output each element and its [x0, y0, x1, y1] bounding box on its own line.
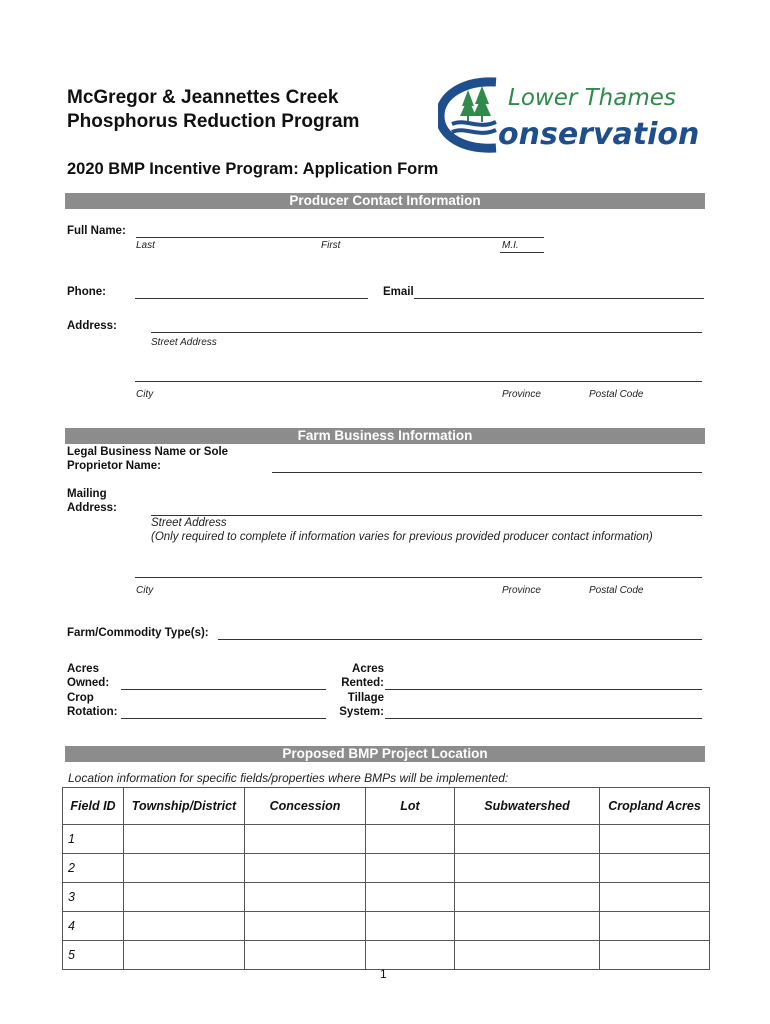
township-cell[interactable] — [124, 941, 245, 970]
title-line-1: McGregor & Jeannettes Creek — [67, 87, 339, 108]
acres-owned-line1: Acres — [67, 663, 99, 675]
col-concession: Concession — [245, 788, 366, 825]
mailing-postal-caption: Postal Code — [589, 585, 644, 596]
street-address-caption: Street Address — [151, 337, 217, 348]
middle-initial-underline — [500, 252, 544, 253]
location-note: Location information for specific fields/properties where BMPs will be implemented: — [68, 771, 509, 785]
full-name-label: Full Name: — [67, 225, 126, 237]
cropland-acres-cell[interactable] — [600, 941, 710, 970]
city-caption: City — [136, 389, 154, 400]
table-row — [63, 883, 710, 912]
title-line-2: Phosphorus Reduction Program — [67, 111, 360, 132]
commodity-field[interactable] — [218, 639, 702, 640]
field-id-cell: 3 — [63, 883, 124, 912]
acres-rented-line1: Acres — [352, 663, 384, 675]
bmp-location-heading: Proposed BMP Project Location — [65, 746, 705, 762]
col-lot: Lot — [366, 788, 455, 825]
tillage-system-field[interactable] — [385, 718, 702, 719]
table-row — [63, 941, 710, 970]
page-number: 1 — [380, 967, 387, 981]
last-name-caption: Last — [136, 240, 155, 251]
field-id-cell: 1 — [63, 825, 124, 854]
acres-owned-field[interactable] — [121, 689, 326, 690]
first-name-caption: First — [321, 240, 341, 251]
table-header-row — [63, 788, 710, 825]
postal-code-caption: Postal Code — [589, 389, 644, 400]
col-subwatershed: Subwatershed — [455, 788, 600, 825]
table-row — [63, 854, 710, 883]
acres-rented-field[interactable] — [385, 689, 702, 690]
phone-field[interactable] — [135, 298, 368, 299]
form-subtitle: 2020 BMP Incentive Program: Application Form — [67, 160, 439, 178]
mailing-street-field[interactable] — [151, 515, 702, 516]
province-caption: Province — [502, 389, 541, 400]
mailing-note: (Only required to complete if information varies for previous provided producer contact information) — [151, 531, 653, 543]
bmp-location-table — [62, 787, 710, 970]
col-cropland-acres: Cropland Acres — [600, 788, 710, 825]
cropland-acres-cell[interactable] — [600, 854, 710, 883]
table-row — [63, 912, 710, 941]
lot-cell[interactable] — [366, 912, 455, 941]
logo-text-bottom: onservation — [498, 117, 700, 152]
mailing-label-line2: Address: — [67, 502, 117, 514]
mailing-province-caption: Province — [502, 585, 541, 596]
subwatershed-cell[interactable] — [455, 912, 600, 941]
acres-rented-line2: Rented: — [341, 677, 384, 689]
lot-cell[interactable] — [366, 854, 455, 883]
crop-rotation-field[interactable] — [121, 718, 326, 719]
cropland-acres-cell[interactable] — [600, 883, 710, 912]
subwatershed-cell[interactable] — [455, 854, 600, 883]
acres-owned-line2: Owned: — [67, 677, 110, 689]
logo-text-top: Lower Thames — [508, 85, 676, 111]
commodity-label: Farm/Commodity Type(s): — [67, 627, 209, 639]
mailing-street-caption: Street Address — [151, 517, 227, 529]
col-field-id: Field ID — [63, 788, 124, 825]
field-id-cell: 5 — [63, 941, 124, 970]
cropland-acres-cell[interactable] — [600, 825, 710, 854]
city-province-postal-field[interactable] — [135, 381, 702, 382]
tillage-system-label — [320, 691, 384, 719]
email-label: Email — [383, 286, 414, 298]
concession-cell[interactable] — [245, 825, 366, 854]
lot-cell[interactable] — [366, 941, 455, 970]
subwatershed-cell[interactable] — [455, 941, 600, 970]
concession-cell[interactable] — [245, 912, 366, 941]
farm-business-heading: Farm Business Information — [65, 428, 705, 444]
field-id-cell: 2 — [63, 854, 124, 883]
producer-contact-heading: Producer Contact Information — [65, 193, 705, 209]
acres-owned-label — [67, 662, 109, 690]
legal-name-label — [67, 445, 228, 473]
address-label: Address: — [67, 320, 117, 332]
township-cell[interactable] — [124, 883, 245, 912]
subwatershed-cell[interactable] — [455, 883, 600, 912]
mailing-address-label — [67, 487, 117, 515]
legal-name-label-line1: Legal Business Name or Sole — [67, 446, 229, 458]
township-cell[interactable] — [124, 825, 245, 854]
program-title — [67, 86, 359, 134]
crop-rotation-line1: Crop — [67, 692, 94, 704]
full-name-field[interactable] — [136, 237, 544, 238]
legal-name-label-line2: Proprietor Name: — [67, 460, 161, 472]
legal-name-field[interactable] — [272, 472, 702, 473]
concession-cell[interactable] — [245, 883, 366, 912]
tillage-line2: System: — [339, 706, 384, 718]
cropland-acres-cell[interactable] — [600, 912, 710, 941]
mailing-city-field[interactable] — [135, 577, 702, 578]
tillage-line1: Tillage — [347, 692, 384, 704]
middle-initial-caption: M.I. — [502, 240, 519, 251]
township-cell[interactable] — [124, 854, 245, 883]
lower-thames-conservation-logo — [438, 74, 708, 154]
subwatershed-cell[interactable] — [455, 825, 600, 854]
lot-cell[interactable] — [366, 825, 455, 854]
acres-rented-label — [320, 662, 384, 690]
col-township-district: Township/District — [124, 788, 245, 825]
mailing-city-caption: City — [136, 585, 154, 596]
field-id-cell: 4 — [63, 912, 124, 941]
phone-label: Phone: — [67, 286, 106, 298]
lot-cell[interactable] — [366, 883, 455, 912]
concession-cell[interactable] — [245, 941, 366, 970]
concession-cell[interactable] — [245, 854, 366, 883]
crop-rotation-label — [67, 691, 117, 719]
mailing-label-line1: Mailing — [67, 488, 107, 500]
table-row — [63, 825, 710, 854]
street-address-field[interactable] — [151, 332, 702, 333]
township-cell[interactable] — [124, 912, 245, 941]
email-field[interactable] — [414, 298, 704, 299]
crop-rotation-line2: Rotation: — [67, 706, 118, 718]
